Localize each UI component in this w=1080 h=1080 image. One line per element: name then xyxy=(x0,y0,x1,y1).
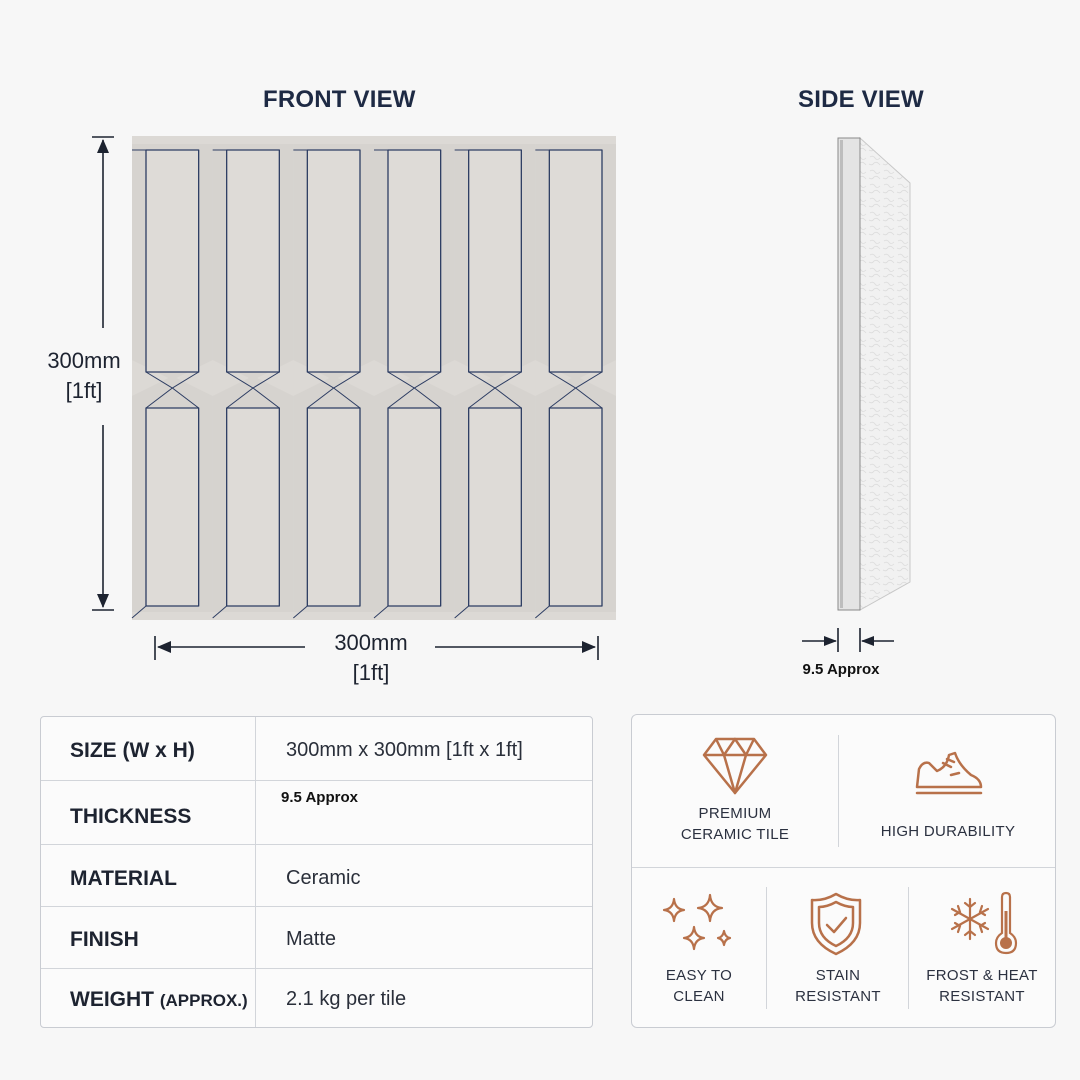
feature-premium xyxy=(652,803,818,845)
feature-durability xyxy=(858,821,1038,842)
spec-table xyxy=(40,716,593,1028)
width-label xyxy=(321,628,421,687)
spec-value: 9.5 Approx xyxy=(281,789,358,806)
shield-check-icon xyxy=(808,891,864,957)
feature-frost-heat xyxy=(912,965,1052,1007)
side-view-tile xyxy=(838,138,910,610)
tile-face xyxy=(549,408,602,606)
feature-line: CLEAN xyxy=(673,988,725,1005)
spec-label: FINISH xyxy=(70,928,139,951)
tile-face xyxy=(307,408,360,606)
feature-line: CERAMIC TILE xyxy=(680,826,790,843)
features-col-divider xyxy=(838,735,839,847)
spec-row-weight xyxy=(41,969,592,1027)
spec-value: Ceramic xyxy=(286,867,361,889)
feature-line: HIGH DURABILITY xyxy=(880,823,1016,840)
feature-easy-clean xyxy=(638,965,760,1007)
feature-line: EASY TO xyxy=(665,967,733,984)
tile-face xyxy=(146,408,199,606)
spec-label xyxy=(70,988,248,1012)
snowflake-thermometer-icon xyxy=(946,891,1024,957)
tile-face xyxy=(146,150,199,372)
front-view-tile xyxy=(132,136,616,620)
height-label xyxy=(34,346,134,405)
thickness-label: 9.5 Approx xyxy=(802,661,880,678)
tile-face xyxy=(469,150,522,372)
height-mm: 300mm xyxy=(47,348,121,373)
tile-face xyxy=(307,150,360,372)
spec-row-thickness xyxy=(41,781,592,845)
weight-label: WEIGHT xyxy=(70,988,154,1011)
spec-label: MATERIAL xyxy=(70,867,177,890)
width-mm: 300mm xyxy=(334,630,408,655)
feature-line: STAIN xyxy=(815,967,861,984)
spec-value: 2.1 kg per tile xyxy=(286,988,407,1010)
features-row-divider xyxy=(632,867,1055,868)
front-view-title: FRONT VIEW xyxy=(263,86,416,113)
spec-row-finish xyxy=(41,907,592,969)
sparkle-icon xyxy=(658,893,738,955)
spec-row-material xyxy=(41,845,592,907)
tile-face xyxy=(227,150,280,372)
feature-line: RESISTANT xyxy=(939,988,1025,1005)
tile-face xyxy=(549,150,602,372)
spec-value: Matte xyxy=(286,928,337,950)
spec-row-size xyxy=(41,717,592,781)
shoe-icon xyxy=(913,749,985,801)
feature-stain xyxy=(778,965,898,1007)
features-panel xyxy=(631,714,1056,1028)
features-col-divider xyxy=(766,887,767,1009)
height-ft: [1ft] xyxy=(65,377,103,403)
tile-face xyxy=(388,150,441,372)
spec-label: SIZE (W x H) xyxy=(70,739,195,762)
feature-line: RESISTANT xyxy=(795,988,881,1005)
side-view-title: SIDE VIEW xyxy=(798,86,924,113)
feature-line: FROST & HEAT xyxy=(926,967,1038,984)
width-ft: [1ft] xyxy=(352,659,390,685)
thickness-dimension xyxy=(802,628,894,652)
tile-face xyxy=(227,408,280,606)
spec-label: THICKNESS xyxy=(70,805,192,828)
weight-label-sub: (APPROX.) xyxy=(159,991,248,1010)
tile-face xyxy=(469,408,522,606)
feature-line: PREMIUM xyxy=(698,805,772,822)
diamond-icon xyxy=(702,735,768,797)
spec-value: 300mm x 300mm [1ft x 1ft] xyxy=(286,739,523,761)
features-col-divider xyxy=(908,887,909,1009)
tile-face xyxy=(388,408,441,606)
